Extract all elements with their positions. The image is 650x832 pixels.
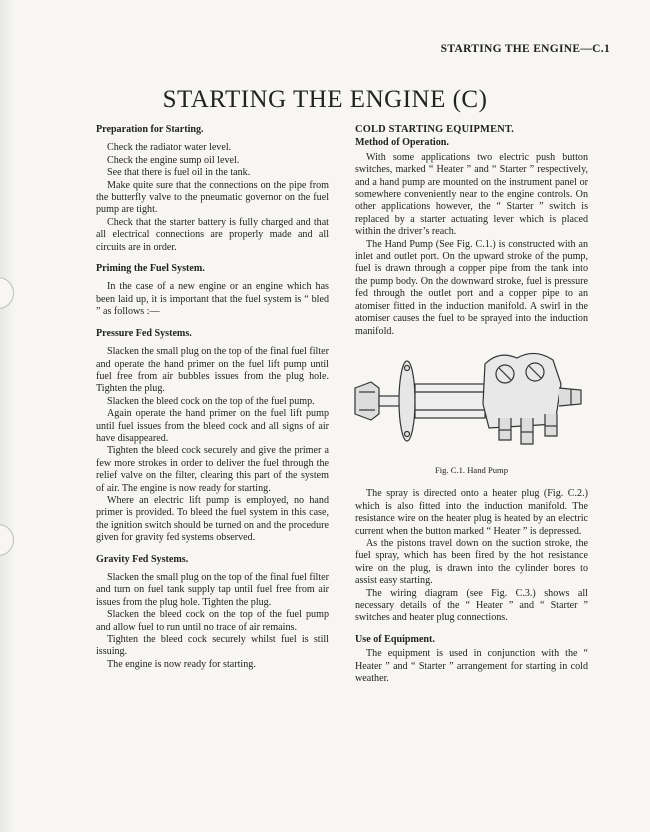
right-column — [355, 124, 588, 685]
section-heading-priming: Priming the Fuel System. — [96, 263, 205, 275]
paragraph: Where an electric lift pump is employed, no hand primer is provided. To bleed the fuel system in this case, the ignition switch should be turned on and the procedure given for gravity fed systems observed. — [96, 494, 329, 544]
paragraph: Tighten the bleed cock securely and give the primer a few more strokes in order to deliver the fuel through the relief valve on the filter, clearing this part of the system of air. The engine is now ready for starting. — [96, 445, 329, 494]
hand-pump-figure — [355, 344, 588, 460]
left-column — [96, 124, 329, 671]
section-heading-preparation: Preparation for Starting. — [96, 124, 204, 135]
paragraph: As the pistons travel down on the suction stroke, the fuel spray, which has been fired by the hot resistance wire on the plug, is drawn into the cylinder bores to assist easy starting. — [355, 537, 588, 587]
paragraph: The engine is now ready for starting. — [107, 658, 256, 670]
paragraph: Slacken the small plug on the top of the final fuel filter and operate the hand primer on the fuel lift pump until fuel free from air bubbles issues from the plug hole. Tighten the plug. — [96, 346, 329, 395]
paragraph: Tighten the bleed cock securely whilst fuel is still issuing. — [96, 634, 329, 658]
hand-pump-illustration — [349, 344, 593, 460]
paragraph: The equipment is used in conjunction with the “ Heater ” and “ Starter ” arrangement for starting in cold weather. — [355, 648, 588, 684]
paragraph: The wiring diagram (see Fig. C.3.) shows all necessary details of the “ Heater ” and “ Starter ” switches and heater plug connections. — [355, 587, 588, 624]
check-item: Check the engine sump oil level. — [107, 154, 240, 166]
page-title: STARTING THE ENGINE (C) — [162, 86, 488, 113]
page-edge — [0, 0, 14, 832]
paragraph: Check that the starter battery is fully charged and that all electrical connections are properly made and all circuits are in order. — [96, 216, 329, 253]
subheading-use: Use of Equipment. — [355, 633, 435, 645]
paragraph: Slacken the bleed cock on the top of the fuel pump and allow fuel to run until no trace of air remains. — [96, 609, 329, 633]
paragraph: Again operate the hand primer on the fuel lift pump until fuel issues from the bleed cock and all signs of air have disappeared. — [96, 408, 329, 444]
section-heading-gravity-fed: Gravity Fed Systems. — [96, 553, 189, 565]
running-head: STARTING THE ENGINE—C.1 — [440, 43, 610, 55]
check-item: Check the radiator water level. — [107, 142, 232, 154]
paragraph: The spray is directed onto a heater plug (Fig. C.2.) which is also fitted into the induction manifold. The resistance wire on the heater plug is heated by an electric current when the button marked “ Heater ” is depressed. — [355, 488, 588, 537]
section-heading-cold-starting: COLD STARTING EQUIPMENT. — [355, 124, 515, 135]
paragraph: Slacken the small plug on the top of the final fuel filter and turn on fuel tank supply tap until fuel free from air issues from the plug hole. Tighten the plug. — [96, 572, 329, 608]
paragraph: Make quite sure that the connections on the pipe from the butterfly valve to the pneumatic governor on the fuel pump are tight. — [96, 179, 329, 216]
paragraph: With some applications two electric push button switches, marked “ Heater ” and “ Starter ” respectively, and a hand pump are mounted on the instrument panel or somewhere conveniently near to the engine controls. On other applications however, the “ Starter ” switch is replaced by a starter actuating lever which is placed within the driver’s reach. — [355, 151, 588, 238]
subheading-method: Method of Operation. — [355, 137, 449, 149]
section-heading-pressure-fed: Pressure Fed Systems. — [96, 327, 192, 339]
paragraph: The Hand Pump (See Fig. C.1.) is constructed with an inlet and outlet port. On the upward stroke of the pump, fuel is drawn through a copper pipe from the tank into the pump body. On the downward stroke, fuel is pressure fed through the outlet port and a copper pipe to an atomiser fitted in the induction manifold. A swirl in the atomiser causes the fuel to be sprayed into the induction manifold. — [355, 238, 588, 337]
check-item: See that there is fuel oil in the tank. — [107, 167, 251, 179]
paragraph: In the case of a new engine or an engine which has been laid up, it is important that the fuel system is “ bled ” as follows :— — [96, 281, 329, 318]
paragraph: Slacken the bleed cock on the top of the fuel pump. — [107, 395, 315, 407]
figure-caption: Fig. C.1. Hand Pump — [434, 464, 509, 475]
